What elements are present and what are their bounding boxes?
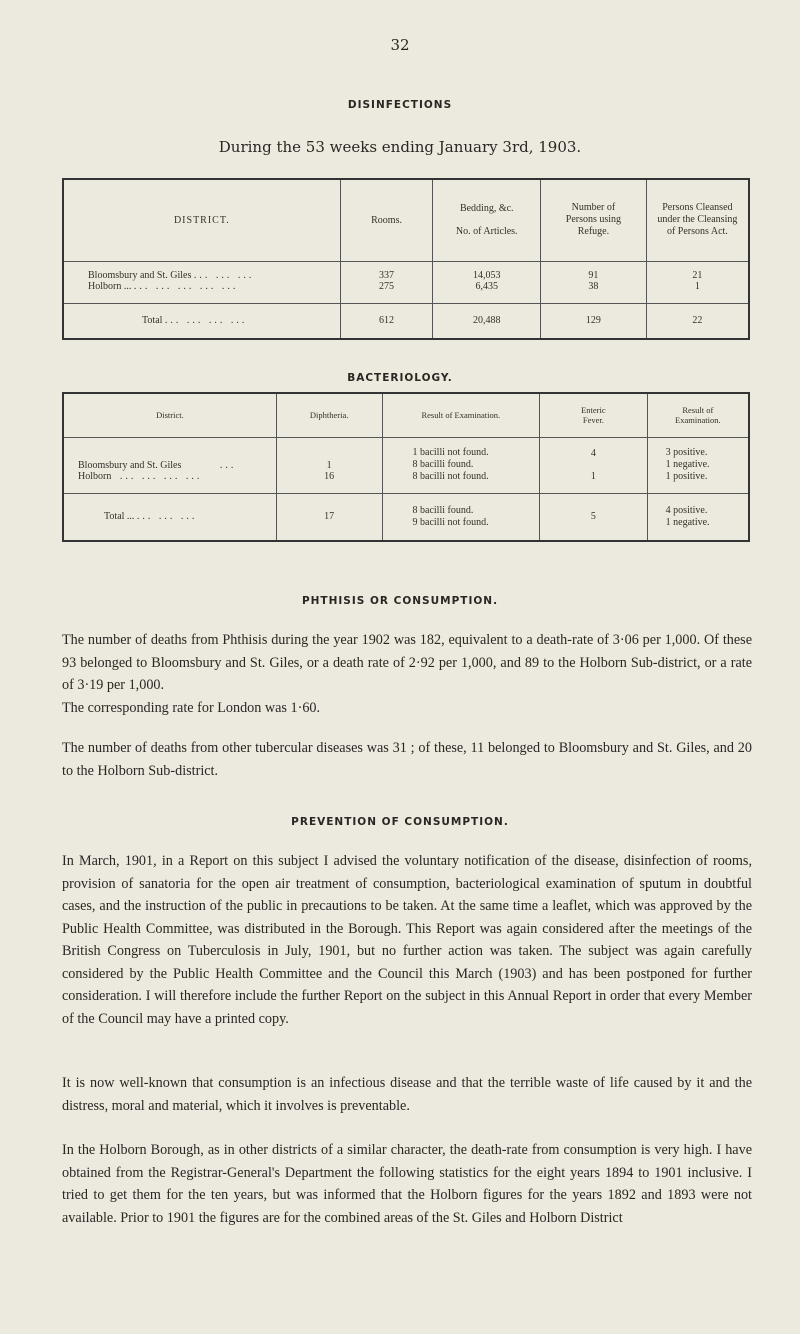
row-bedding: 14,053: [433, 261, 541, 281]
row-diphtheria: 1: [276, 437, 382, 471]
header-refuge-line2: Persons using: [565, 214, 622, 226]
row-refuge: 38: [541, 281, 647, 303]
total-result2: [647, 493, 749, 541]
header-diphtheria: Diphtheria.: [276, 393, 382, 437]
page-number: 32: [390, 36, 410, 54]
row-result: [382, 437, 540, 471]
row-result2-line2: 1 negative.: [665, 459, 710, 470]
header-refuge: [541, 179, 647, 261]
header-district: District.: [63, 393, 276, 437]
total-result-line1: 8 bacilli found.: [412, 504, 474, 516]
prevention-p1: In March, 1901, in a Report on this subject I advised the voluntary notification of the disease, disinfection of rooms, provision of sanatoria for the open air treatment of consumption, bacteriological examination of sputum in doubtful cases, and the instruction of the public in precautions to be taken. At the same time a leaflet, which was approved by the Public Health Committee, was distributed in the Borough. This Report was again considered after the meetings of the British Congress on Tuberculosis in July, 1901, but no further action was taken. The subject was again carefully considered by the Public Health Committee and the Council this March (1903) and has been postponed for further consideration. I will therefore include the further Report on the subject in this Annual Report in order that every Member of the Council may have a printed copy.: [62, 853, 752, 1027]
disinfections-intro: During the 53 weeks ending January 3rd, 1903.: [218, 138, 582, 156]
row-enteric: 4: [540, 437, 648, 471]
total-diphtheria: 17: [276, 493, 382, 541]
header-bedding-line1: Bedding, &c.: [459, 203, 514, 215]
total-result2-line2: 1 negative.: [665, 516, 710, 528]
row-diphtheria: 16: [276, 471, 382, 493]
prevention-p2: It is now well-known that consumption is an infectious disease and that the terrible waste of life caused by it and the distress, moral and material, which it involves is preventable.: [62, 1075, 752, 1114]
disinfections-table: [62, 178, 750, 340]
total-enteric: 5: [540, 493, 648, 541]
header-rooms: Rooms.: [340, 179, 433, 261]
table-row: Holborn ... ... ... ... 16 8 bacilli not found. 1 1 positive.: [63, 471, 749, 493]
phthisis-title: PHTHISIS OR CONSUMPTION.: [301, 595, 499, 607]
total-refuge: 129: [541, 303, 647, 339]
header-bedding-line2: No. of Articles.: [455, 226, 518, 238]
row-district: Bloomsbury and St. Giles: [78, 460, 182, 471]
prevention-title: PREVENTION OF CONSUMPTION.: [291, 816, 509, 828]
row-refuge: 91: [541, 261, 647, 281]
phthisis-p3: The number of deaths from other tubercular diseases was 31 ; of these, 11 belonged to Bloomsbury and St. Giles, and 20 to the Holborn Sub-district.: [62, 740, 752, 779]
header-cleansed-line2: under the Cleansing: [657, 214, 738, 226]
total-result2-line1: 4 positive.: [665, 504, 708, 516]
total-label: Total: [142, 315, 163, 327]
row-cleansed: 1: [646, 281, 749, 303]
total-rooms: 612: [340, 303, 433, 339]
table-row: Bloomsbury and St. Giles ... ... ... 337 14,053 91 21: [63, 261, 749, 281]
row-enteric: 1: [540, 471, 648, 493]
header-cleansed-line3: of Persons Act.: [666, 226, 728, 238]
header-cleansed: [646, 179, 749, 261]
bacteriology-title: BACTERIOLOGY.: [347, 372, 453, 384]
row-district: Holborn: [78, 471, 112, 482]
row-result-line2: 8 bacilli found.: [412, 459, 474, 470]
prevention-paragraph-3: [62, 1139, 752, 1229]
prevention-paragraph-2: [62, 1072, 752, 1117]
row-bedding: 6,435: [433, 281, 541, 303]
total-row: Total ... ... ... ... 612 20,488 129 22: [63, 303, 749, 339]
prevention-paragraph-1: [62, 850, 752, 1030]
row-cleansed: 21: [646, 261, 749, 281]
header-bedding: [433, 179, 541, 261]
total-cleansed: 22: [646, 303, 749, 339]
row-district: Bloomsbury and St. Giles: [88, 270, 192, 281]
header-result: Result of Examination.: [382, 393, 540, 437]
row-result-line1: 1 bacilli not found.: [412, 447, 489, 458]
bacteriology-table: [62, 392, 750, 542]
phthisis-paragraph-1: [62, 629, 752, 697]
row-district: Holborn ...: [88, 281, 132, 292]
total-bedding: 20,488: [433, 303, 541, 339]
row-rooms: 275: [340, 281, 433, 303]
header-district: DISTRICT.: [63, 179, 340, 261]
total-row: Total ... ... ... ... 17 8 bacilli found. 9 bacilli not found. 5 4 positive. 1 negative.: [63, 493, 749, 541]
phthisis-paragraph-3: [62, 737, 752, 782]
phthisis-p2: The corresponding rate for London was 1·60.: [62, 700, 321, 716]
header-result2: [647, 393, 749, 437]
row-result: 8 bacilli not found.: [382, 471, 540, 493]
table-row: Bloomsbury and St. Giles ... 1 1 bacilli not found. 8 bacilli found. 4 3 positive. 1 negative.: [63, 437, 749, 471]
header-refuge-line3: Refuge.: [577, 226, 610, 238]
phthisis-p1: The number of deaths from Phthisis during the year 1902 was 182, equivalent to a death-rate of 3·06 per 1,000. Of these 93 belonged to Bloomsbury and St. Giles, or a death rate of 2·92 per 1,000, and 89 to the Holborn Sub-district, or a rate of 3·19 per 1,000.: [62, 632, 752, 693]
total-result: [382, 493, 540, 541]
header-result2-line2: Examination.: [675, 415, 721, 426]
header-cleansed-line1: Persons Cleansed: [662, 202, 733, 214]
phthisis-paragraph-2: [62, 697, 752, 720]
total-label: Total ...: [104, 511, 135, 523]
row-result2: [647, 437, 749, 471]
header-refuge-line1: Number of: [571, 202, 616, 214]
row-rooms: 337: [340, 261, 433, 281]
header-enteric-line1: Enteric: [581, 405, 606, 416]
disinfections-title: DISINFECTIONS: [347, 99, 453, 111]
header-enteric-line2: Fever.: [582, 415, 604, 426]
row-result2-line1: 3 positive.: [665, 447, 708, 458]
prevention-p3: In the Holborn Borough, as in other districts of a similar character, the death-rate from consumption is very high. I have obtained from the Registrar-General's Department the following statistics for the eight years 1894 to 1901 inclusive. I tried to get them for the ten years, but was informed that the Holborn figures for the years 1892 and 1893 were not available. Prior to 1901 the figures are for the combined areas of the St. Giles and Holborn District: [62, 1142, 752, 1226]
header-enteric: [540, 393, 648, 437]
row-result2: 1 positive.: [647, 471, 749, 493]
table-row: Holborn ... ... ... ... ... ... 275 6,435 38 1: [63, 281, 749, 303]
total-result-line2: 9 bacilli not found.: [412, 516, 489, 528]
header-result2-line1: Result of: [682, 405, 714, 416]
